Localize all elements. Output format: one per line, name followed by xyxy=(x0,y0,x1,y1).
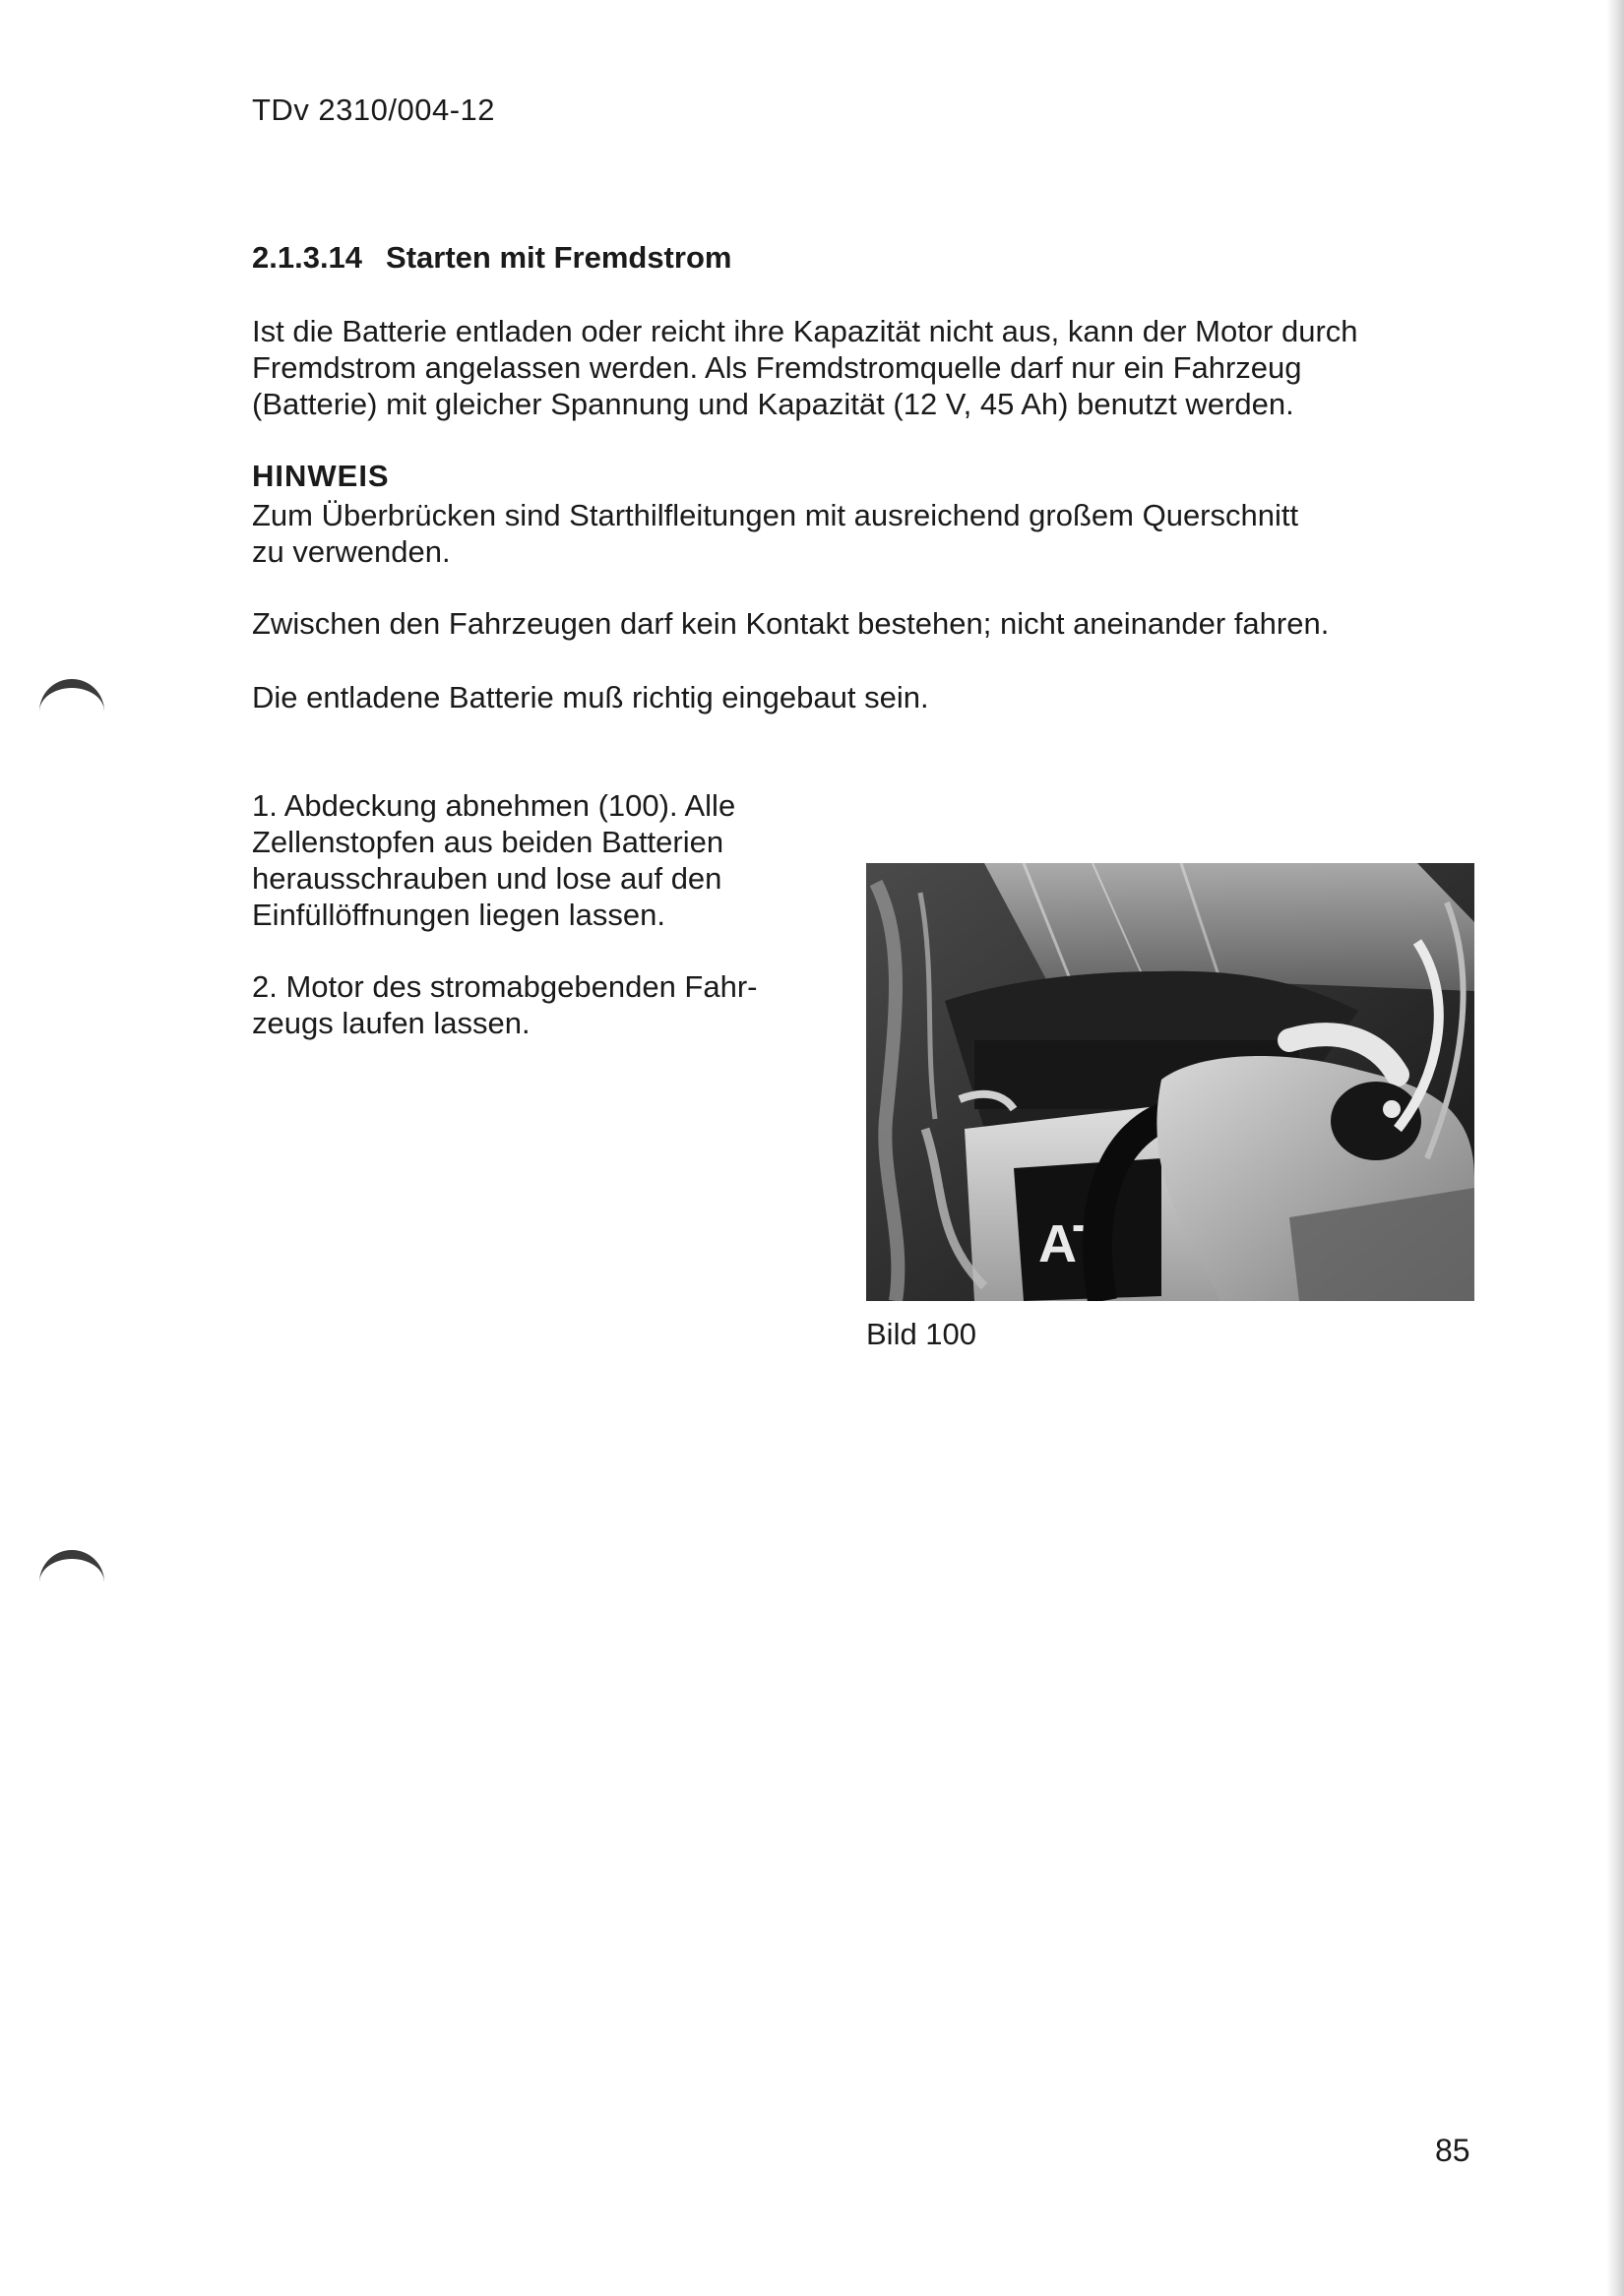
intro-line: (Batterie) mit gleicher Spannung und Kapazität (12 V, 45 Ah) benutzt werden. xyxy=(252,387,1294,421)
hinweis-line: Zum Überbrücken sind Starthilfleitungen mit ausreichend großem Querschnitt xyxy=(252,498,1299,532)
step-item xyxy=(252,968,803,1041)
step-line: 1. Abdeckung abnehmen (100). Alle xyxy=(252,788,736,823)
punch-hole-top xyxy=(39,679,104,744)
battery-photo-illustration xyxy=(866,863,1474,1301)
contact-note xyxy=(252,605,1492,642)
step-item xyxy=(252,787,803,933)
step-list xyxy=(252,787,803,1077)
hinweis-label: HINWEIS xyxy=(252,459,390,493)
battery-note xyxy=(252,679,1492,715)
battery-brand-label: AT xyxy=(1038,1214,1105,1273)
hinweis-paragraph xyxy=(252,497,1492,570)
contact-note-text: Zwischen den Fahrzeugen darf kein Kontakt bestehen; nicht aneinander fahren. xyxy=(252,606,1330,641)
step-line: zeugs laufen lassen. xyxy=(252,1006,531,1040)
figure-battery-photo xyxy=(866,863,1474,1301)
punch-hole-bottom xyxy=(39,1550,104,1615)
figure-caption: Bild 100 xyxy=(866,1317,977,1351)
page-edge xyxy=(1606,0,1624,2296)
section-number: 2.1.3.14 xyxy=(252,240,363,275)
step-line: herausschrauben und lose auf den xyxy=(252,861,722,896)
hinweis-line: zu verwenden. xyxy=(252,534,451,569)
step-line: 2. Motor des stromabgebenden Fahr- xyxy=(252,969,758,1004)
page-number: 85 xyxy=(1435,2133,1470,2168)
step-line: Einfüllöffnungen liegen lassen. xyxy=(252,898,665,932)
battery-note-text: Die entladene Batterie muß richtig eingebaut sein. xyxy=(252,680,929,714)
section-heading xyxy=(252,240,731,276)
intro-line: Ist die Batterie entladen oder reicht ihre Kapazität nicht aus, kann der Motor durch xyxy=(252,314,1358,348)
intro-line: Fremdstrom angelassen werden. Als Fremdstromquelle darf nur ein Fahrzeug xyxy=(252,350,1302,385)
intro-paragraph xyxy=(252,313,1492,422)
document-reference: TDv 2310/004-12 xyxy=(252,93,496,127)
section-title: Starten mit Fremdstrom xyxy=(386,240,732,275)
step-line: Zellenstopfen aus beiden Batterien xyxy=(252,825,724,859)
